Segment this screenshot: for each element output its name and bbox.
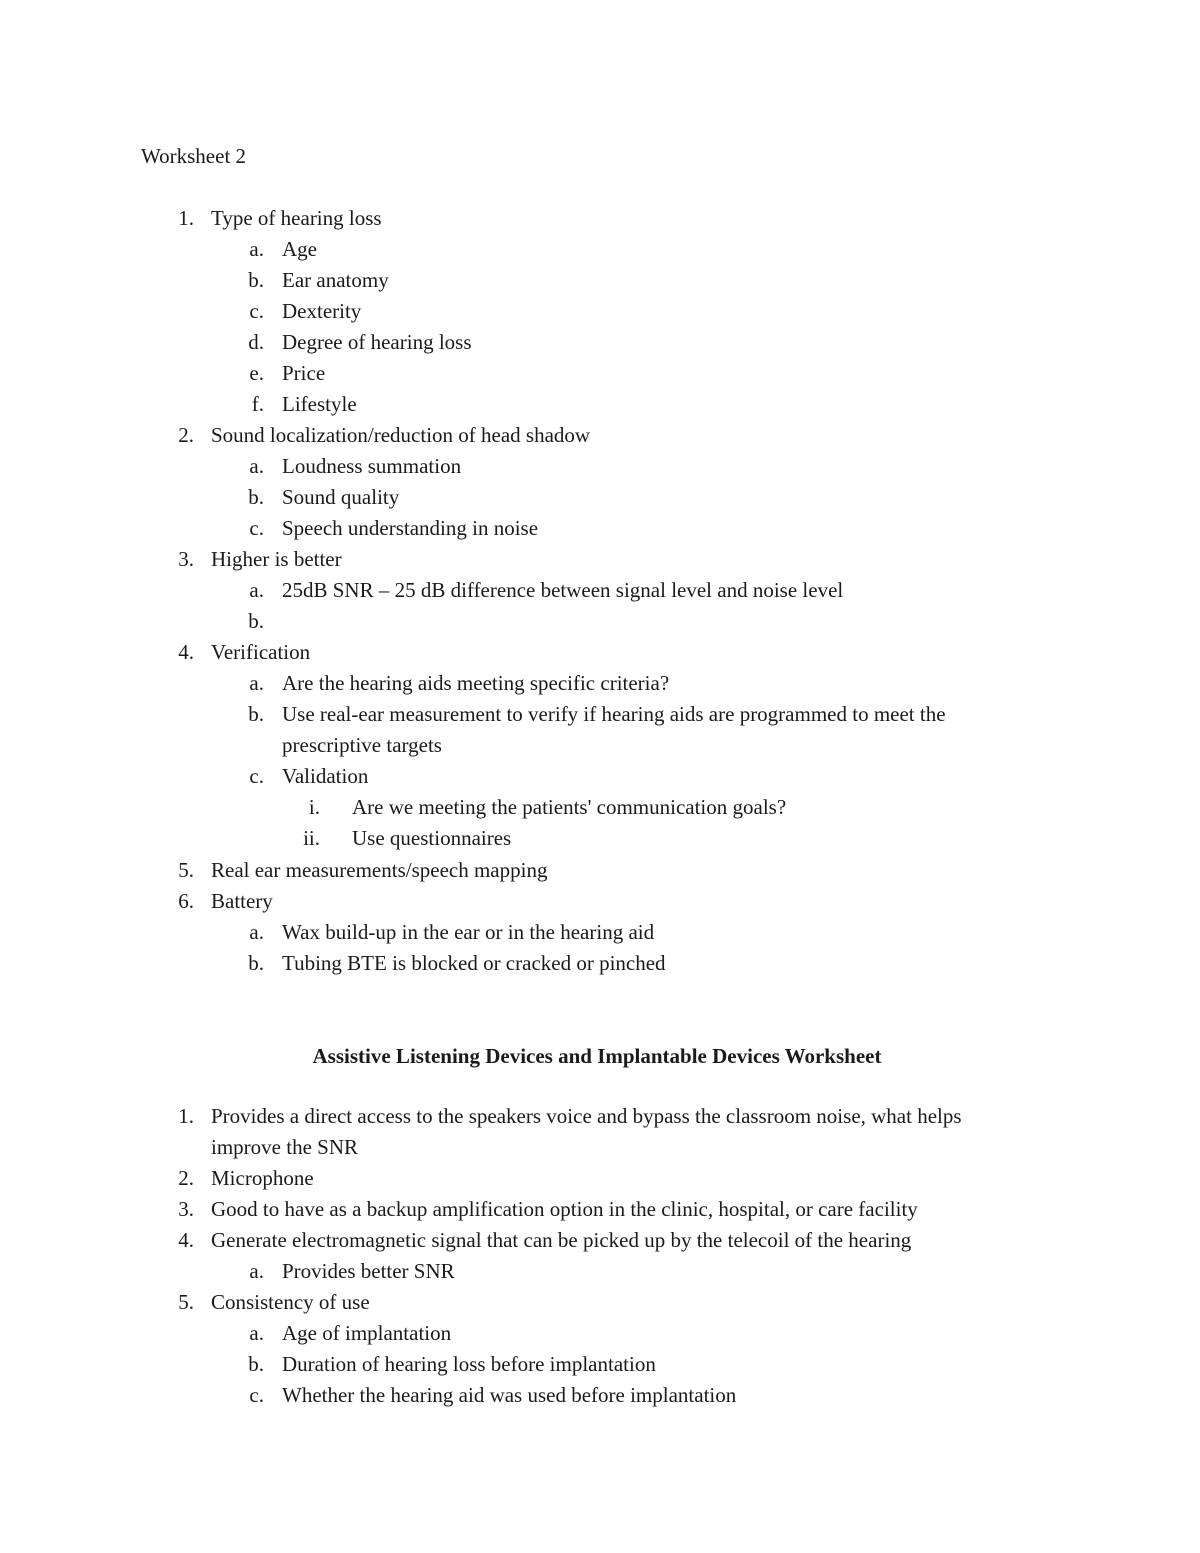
s1-item-1e-letter: e.	[249, 361, 264, 385]
s1-item-1e-text: Price	[282, 361, 326, 385]
s2-item-5-text: Consistency of use	[211, 1290, 370, 1314]
s1-item-1b-letter: b.	[248, 268, 264, 292]
s1-item-1a-letter: a.	[249, 237, 264, 261]
s1-item-3a-text: 25dB SNR – 25 dB difference between signal level and noise level	[282, 578, 844, 602]
s1-item-4c-ii-text: Use questionnaires	[352, 826, 512, 850]
s1-item-4c-i-text: Are we meeting the patients' communication goals?	[352, 795, 787, 819]
s1-item-2a-text: Loudness summation	[282, 454, 462, 478]
section2-heading: Assistive Listening Devices and Implantable Devices Worksheet	[312, 1044, 882, 1068]
s1-item-1d-text: Degree of hearing loss	[282, 330, 472, 354]
s1-item-6-number: 6.	[178, 889, 194, 913]
s1-item-1-text: Type of hearing loss	[211, 206, 382, 230]
s1-item-4-number: 4.	[178, 640, 194, 664]
s1-item-6b-letter: b.	[248, 951, 264, 975]
s1-item-4-text: Verification	[211, 640, 311, 664]
s1-item-4c-ii-numeral: ii.	[303, 826, 320, 850]
s2-item-1-text: Provides a direct access to the speakers voice and bypass the classroom noise, what helps	[211, 1104, 962, 1128]
s2-item-2-text: Microphone	[211, 1166, 314, 1190]
s1-item-4b-letter: b.	[248, 702, 264, 726]
s1-item-2-text: Sound localization/reduction of head shadow	[211, 423, 591, 447]
s1-item-2b-letter: b.	[248, 485, 264, 509]
s1-item-6b-text: Tubing BTE is blocked or cracked or pinched	[282, 951, 666, 975]
s2-item-1-number: 1.	[178, 1104, 194, 1128]
s2-item-3-number: 3.	[178, 1197, 194, 1221]
s1-item-2-number: 2.	[178, 423, 194, 447]
s2-item-5a-letter: a.	[249, 1321, 264, 1345]
s1-item-1f-text: Lifestyle	[282, 392, 357, 416]
s1-item-6a-letter: a.	[249, 920, 264, 944]
s1-item-1c-text: Dexterity	[282, 299, 362, 323]
s1-item-1-number: 1.	[178, 206, 194, 230]
s1-item-5-text: Real ear measurements/speech mapping	[211, 858, 548, 882]
s1-item-4a-letter: a.	[249, 671, 264, 695]
s2-item-5c-letter: c.	[249, 1383, 264, 1407]
s1-item-4c-letter: c.	[249, 764, 264, 788]
worksheet-title: Worksheet 2	[141, 144, 247, 168]
s1-item-2c-letter: c.	[249, 516, 264, 540]
s1-item-4c-text: Validation	[282, 764, 369, 788]
s1-item-4b-continuation: prescriptive targets	[282, 733, 442, 757]
s1-item-1c-letter: c.	[249, 299, 264, 323]
s2-item-3-text: Good to have as a backup amplification option in the clinic, hospital, or care facility	[211, 1197, 918, 1221]
s1-item-2a-letter: a.	[249, 454, 264, 478]
s1-item-4b-text: Use real-ear measurement to verify if hearing aids are programmed to meet the	[282, 702, 946, 726]
s1-item-1f-letter: f.	[251, 392, 264, 416]
s1-item-2b-text: Sound quality	[282, 485, 400, 509]
s2-item-5b-text: Duration of hearing loss before implantation	[282, 1352, 656, 1376]
s2-item-5c-text: Whether the hearing aid was used before implantation	[282, 1383, 737, 1407]
s2-item-4-text: Generate electromagnetic signal that can be picked up by the telecoil of the hearing	[211, 1228, 912, 1252]
s2-item-5b-letter: b.	[248, 1352, 264, 1376]
s1-item-5-number: 5.	[178, 858, 194, 882]
s2-item-4-number: 4.	[178, 1228, 194, 1252]
s1-item-4a-text: Are the hearing aids meeting specific criteria?	[282, 671, 670, 695]
s1-item-1d-letter: d.	[248, 330, 264, 354]
s1-item-6-text: Battery	[211, 889, 273, 913]
s2-item-5-number: 5.	[178, 1290, 194, 1314]
s2-item-5a-text: Age of implantation	[282, 1321, 452, 1345]
s1-item-1a-text: Age	[282, 237, 317, 261]
s1-item-3b-letter: b.	[248, 609, 264, 633]
s2-item-4a-text: Provides better SNR	[282, 1259, 455, 1283]
s1-item-4c-i-numeral: i.	[308, 795, 320, 819]
s2-item-1-continuation: improve the SNR	[211, 1135, 358, 1159]
s1-item-1b-text: Ear anatomy	[282, 268, 389, 292]
s2-item-2-number: 2.	[178, 1166, 194, 1190]
s1-item-3a-letter: a.	[249, 578, 264, 602]
s1-item-3-text: Higher is better	[211, 547, 342, 571]
s1-item-6a-text: Wax build-up in the ear or in the hearing aid	[282, 920, 655, 944]
s1-item-2c-text: Speech understanding in noise	[282, 516, 539, 540]
s2-item-4a-letter: a.	[249, 1259, 264, 1283]
s1-item-3-number: 3.	[178, 547, 194, 571]
